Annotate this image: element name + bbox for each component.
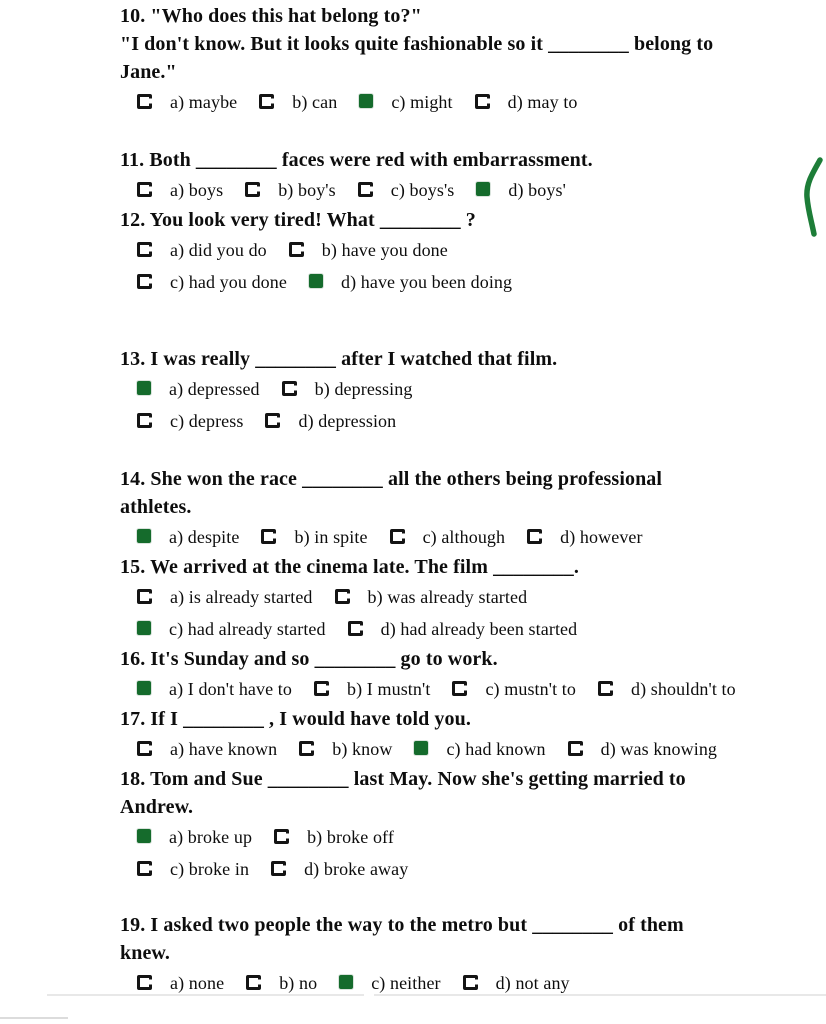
checkbox-empty-icon[interactable] bbox=[390, 529, 405, 544]
option-b bbox=[282, 373, 413, 405]
option-c bbox=[358, 174, 455, 206]
checkbox-empty-icon[interactable] bbox=[137, 975, 152, 990]
question-text: If I ________ , I would have told you. bbox=[150, 708, 471, 730]
option-d bbox=[309, 266, 512, 298]
question-19 bbox=[120, 911, 818, 999]
next-page-edge bbox=[0, 1017, 68, 1019]
option-c bbox=[359, 86, 452, 118]
question-number: 18. bbox=[120, 768, 146, 790]
option-d bbox=[598, 673, 736, 705]
option-label: d) boys' bbox=[508, 180, 566, 200]
checkbox-checked-icon[interactable] bbox=[137, 621, 151, 635]
question-10 bbox=[120, 2, 818, 118]
question-text-line: Jane." bbox=[120, 61, 177, 83]
option-label: a) despite bbox=[169, 527, 240, 547]
checkbox-checked-icon[interactable] bbox=[137, 529, 151, 543]
checkbox-checked-icon[interactable] bbox=[359, 94, 373, 108]
option-b bbox=[289, 234, 448, 266]
checkbox-empty-icon[interactable] bbox=[271, 861, 286, 876]
options-row bbox=[120, 853, 818, 885]
checkbox-empty-icon[interactable] bbox=[137, 861, 152, 876]
checkbox-empty-icon[interactable] bbox=[289, 242, 304, 257]
option-label: a) is already started bbox=[170, 587, 313, 607]
option-label: b) in spite bbox=[294, 527, 368, 547]
option-b bbox=[259, 86, 337, 118]
options-row bbox=[120, 581, 818, 613]
option-a bbox=[137, 521, 239, 553]
option-d bbox=[348, 613, 578, 645]
question-text-line bbox=[120, 553, 818, 581]
checkbox-empty-icon[interactable] bbox=[137, 182, 152, 197]
option-a bbox=[137, 174, 223, 206]
handwritten-parenthesis-annotation bbox=[799, 157, 825, 237]
option-d bbox=[271, 853, 408, 885]
options-row bbox=[120, 733, 818, 765]
options-row bbox=[120, 613, 818, 645]
checkbox-empty-icon[interactable] bbox=[335, 589, 350, 604]
question-text-line bbox=[120, 345, 818, 373]
page-edge-line bbox=[374, 994, 826, 996]
option-label: c) neither bbox=[371, 973, 441, 993]
page-edge-line bbox=[47, 994, 364, 996]
checkbox-checked-icon[interactable] bbox=[309, 274, 323, 288]
question-number: 19. bbox=[120, 914, 146, 936]
option-label: d) was knowing bbox=[600, 739, 718, 759]
checkbox-empty-icon[interactable] bbox=[137, 741, 152, 756]
question-text: She won the race ________ all the others being professional bbox=[150, 468, 663, 490]
option-label: d) however bbox=[560, 527, 643, 547]
option-d bbox=[265, 405, 396, 437]
checkbox-checked-icon[interactable] bbox=[137, 829, 151, 843]
checkbox-checked-icon[interactable] bbox=[414, 741, 428, 755]
checkbox-empty-icon[interactable] bbox=[261, 529, 276, 544]
question-number: 12. bbox=[120, 209, 146, 231]
option-label: c) broke in bbox=[170, 859, 250, 879]
question-text: We arrived at the cinema late. The film ________. bbox=[150, 556, 579, 578]
option-label: c) mustn't to bbox=[485, 679, 577, 699]
question-14 bbox=[120, 465, 818, 553]
checkbox-empty-icon[interactable] bbox=[358, 182, 373, 197]
options-row bbox=[120, 521, 818, 553]
option-b bbox=[299, 733, 392, 765]
option-label: c) had already started bbox=[169, 619, 326, 639]
option-b bbox=[274, 821, 394, 853]
checkbox-empty-icon[interactable] bbox=[348, 621, 363, 636]
question-number: 11. bbox=[120, 149, 145, 171]
checkbox-empty-icon[interactable] bbox=[137, 589, 152, 604]
option-label: b) boy's bbox=[278, 180, 336, 200]
options-row bbox=[120, 673, 818, 705]
option-d bbox=[527, 521, 642, 553]
question-number: 17. bbox=[120, 708, 146, 730]
option-label: a) depressed bbox=[169, 379, 260, 399]
option-a bbox=[137, 733, 277, 765]
question-text: "Who does this hat belong to?" bbox=[150, 5, 422, 27]
question-12 bbox=[120, 206, 818, 298]
checkbox-empty-icon[interactable] bbox=[475, 94, 490, 109]
question-text-line bbox=[120, 465, 818, 493]
checkbox-checked-icon[interactable] bbox=[339, 975, 353, 989]
option-label: d) depression bbox=[298, 411, 397, 431]
checkbox-empty-icon[interactable] bbox=[598, 681, 613, 696]
option-c bbox=[137, 405, 243, 437]
option-label: b) depressing bbox=[314, 379, 413, 399]
option-label: a) did you do bbox=[170, 240, 267, 260]
question-text-line bbox=[120, 206, 818, 234]
options-row bbox=[120, 405, 818, 437]
option-label: c) boys's bbox=[390, 180, 455, 200]
option-a bbox=[137, 673, 292, 705]
checkbox-empty-icon[interactable] bbox=[265, 413, 280, 428]
question-17 bbox=[120, 705, 818, 765]
options-row bbox=[120, 234, 818, 266]
checkbox-empty-icon[interactable] bbox=[137, 274, 152, 289]
option-label: b) no bbox=[279, 973, 318, 993]
options-row bbox=[120, 373, 818, 405]
question-text-line bbox=[120, 645, 818, 673]
option-label: a) none bbox=[170, 973, 225, 993]
option-a bbox=[137, 373, 260, 405]
question-13 bbox=[120, 345, 818, 437]
option-a bbox=[137, 821, 252, 853]
checkbox-empty-icon[interactable] bbox=[463, 975, 478, 990]
checkbox-empty-icon[interactable] bbox=[137, 94, 152, 109]
question-text-line: knew. bbox=[120, 942, 170, 964]
option-label: b) know bbox=[332, 739, 393, 759]
checkbox-checked-icon[interactable] bbox=[476, 182, 490, 196]
checkbox-empty-icon[interactable] bbox=[137, 413, 152, 428]
question-number: 10. bbox=[120, 5, 146, 27]
option-label: b) have you done bbox=[321, 240, 448, 260]
option-d bbox=[476, 174, 566, 206]
options-row bbox=[120, 86, 818, 118]
checkbox-checked-icon[interactable] bbox=[137, 381, 151, 395]
checkbox-empty-icon[interactable] bbox=[282, 381, 297, 396]
question-text: Both ________ faces were red with embarrassment. bbox=[149, 149, 593, 171]
option-label: b) I mustn't bbox=[347, 679, 431, 699]
option-b bbox=[245, 174, 336, 206]
checkbox-empty-icon[interactable] bbox=[245, 182, 260, 197]
checkbox-checked-icon[interactable] bbox=[137, 681, 151, 695]
option-c bbox=[452, 673, 576, 705]
checkbox-empty-icon[interactable] bbox=[568, 741, 583, 756]
checkbox-empty-icon[interactable] bbox=[246, 975, 261, 990]
question-text: It's Sunday and so ________ go to work. bbox=[150, 648, 498, 670]
question-text-line bbox=[120, 705, 818, 733]
option-d bbox=[568, 733, 717, 765]
option-label: c) had you done bbox=[170, 272, 287, 292]
checkbox-empty-icon[interactable] bbox=[137, 242, 152, 257]
option-label: c) although bbox=[422, 527, 506, 547]
question-text-line: Andrew. bbox=[120, 796, 194, 818]
question-text-line bbox=[120, 911, 818, 939]
checkbox-empty-icon[interactable] bbox=[314, 681, 329, 696]
option-c bbox=[414, 733, 545, 765]
option-c bbox=[137, 853, 249, 885]
question-number: 14. bbox=[120, 468, 146, 490]
question-text-line bbox=[120, 2, 818, 30]
question-text: You look very tired! What ________ ? bbox=[149, 209, 476, 231]
question-16 bbox=[120, 645, 818, 705]
option-a bbox=[137, 86, 237, 118]
option-c bbox=[390, 521, 506, 553]
option-label: d) shouldn't to bbox=[631, 679, 736, 699]
option-c bbox=[137, 613, 326, 645]
checkbox-empty-icon[interactable] bbox=[527, 529, 542, 544]
option-label: d) may to bbox=[507, 92, 578, 112]
question-number: 15. bbox=[120, 556, 146, 578]
option-label: c) depress bbox=[170, 411, 244, 431]
option-label: c) might bbox=[391, 92, 453, 112]
option-b bbox=[335, 581, 528, 613]
options-row bbox=[120, 821, 818, 853]
options-row bbox=[120, 266, 818, 298]
option-label: d) had already been started bbox=[380, 619, 578, 639]
option-label: b) can bbox=[292, 92, 338, 112]
question-15 bbox=[120, 553, 818, 645]
question-number: 16. bbox=[120, 648, 146, 670]
question-text: I was really ________ after I watched that film. bbox=[150, 348, 558, 370]
question-11 bbox=[120, 146, 818, 206]
question-text-line: "I don't know. But it looks quite fashionable so it ________ belong to bbox=[120, 33, 714, 55]
option-label: c) had known bbox=[446, 739, 546, 759]
option-label: d) have you been doing bbox=[340, 272, 513, 292]
option-label: d) not any bbox=[495, 973, 570, 993]
checkbox-empty-icon[interactable] bbox=[274, 829, 289, 844]
question-text: Tom and Sue ________ last May. Now she's getting married to bbox=[150, 768, 686, 790]
option-a bbox=[137, 581, 313, 613]
option-label: a) maybe bbox=[170, 92, 238, 112]
option-b bbox=[314, 673, 430, 705]
question-text-line: athletes. bbox=[120, 496, 192, 518]
options-row bbox=[120, 174, 818, 206]
option-c bbox=[137, 266, 287, 298]
option-a bbox=[137, 234, 267, 266]
question-text-line bbox=[120, 765, 818, 793]
option-label: a) broke up bbox=[169, 827, 253, 847]
question-text-line bbox=[120, 146, 818, 174]
option-label: b) was already started bbox=[367, 587, 528, 607]
question-text: I asked two people the way to the metro but ________ of them bbox=[150, 914, 684, 936]
checkbox-empty-icon[interactable] bbox=[259, 94, 274, 109]
question-18 bbox=[120, 765, 818, 885]
option-label: a) boys bbox=[170, 180, 224, 200]
option-label: d) broke away bbox=[304, 859, 409, 879]
option-d bbox=[475, 86, 578, 118]
option-label: b) broke off bbox=[307, 827, 394, 847]
checkbox-empty-icon[interactable] bbox=[452, 681, 467, 696]
checkbox-empty-icon[interactable] bbox=[299, 741, 314, 756]
option-b bbox=[261, 521, 367, 553]
option-label: a) have known bbox=[170, 739, 278, 759]
option-label: a) I don't have to bbox=[169, 679, 293, 699]
question-number: 13. bbox=[120, 348, 146, 370]
